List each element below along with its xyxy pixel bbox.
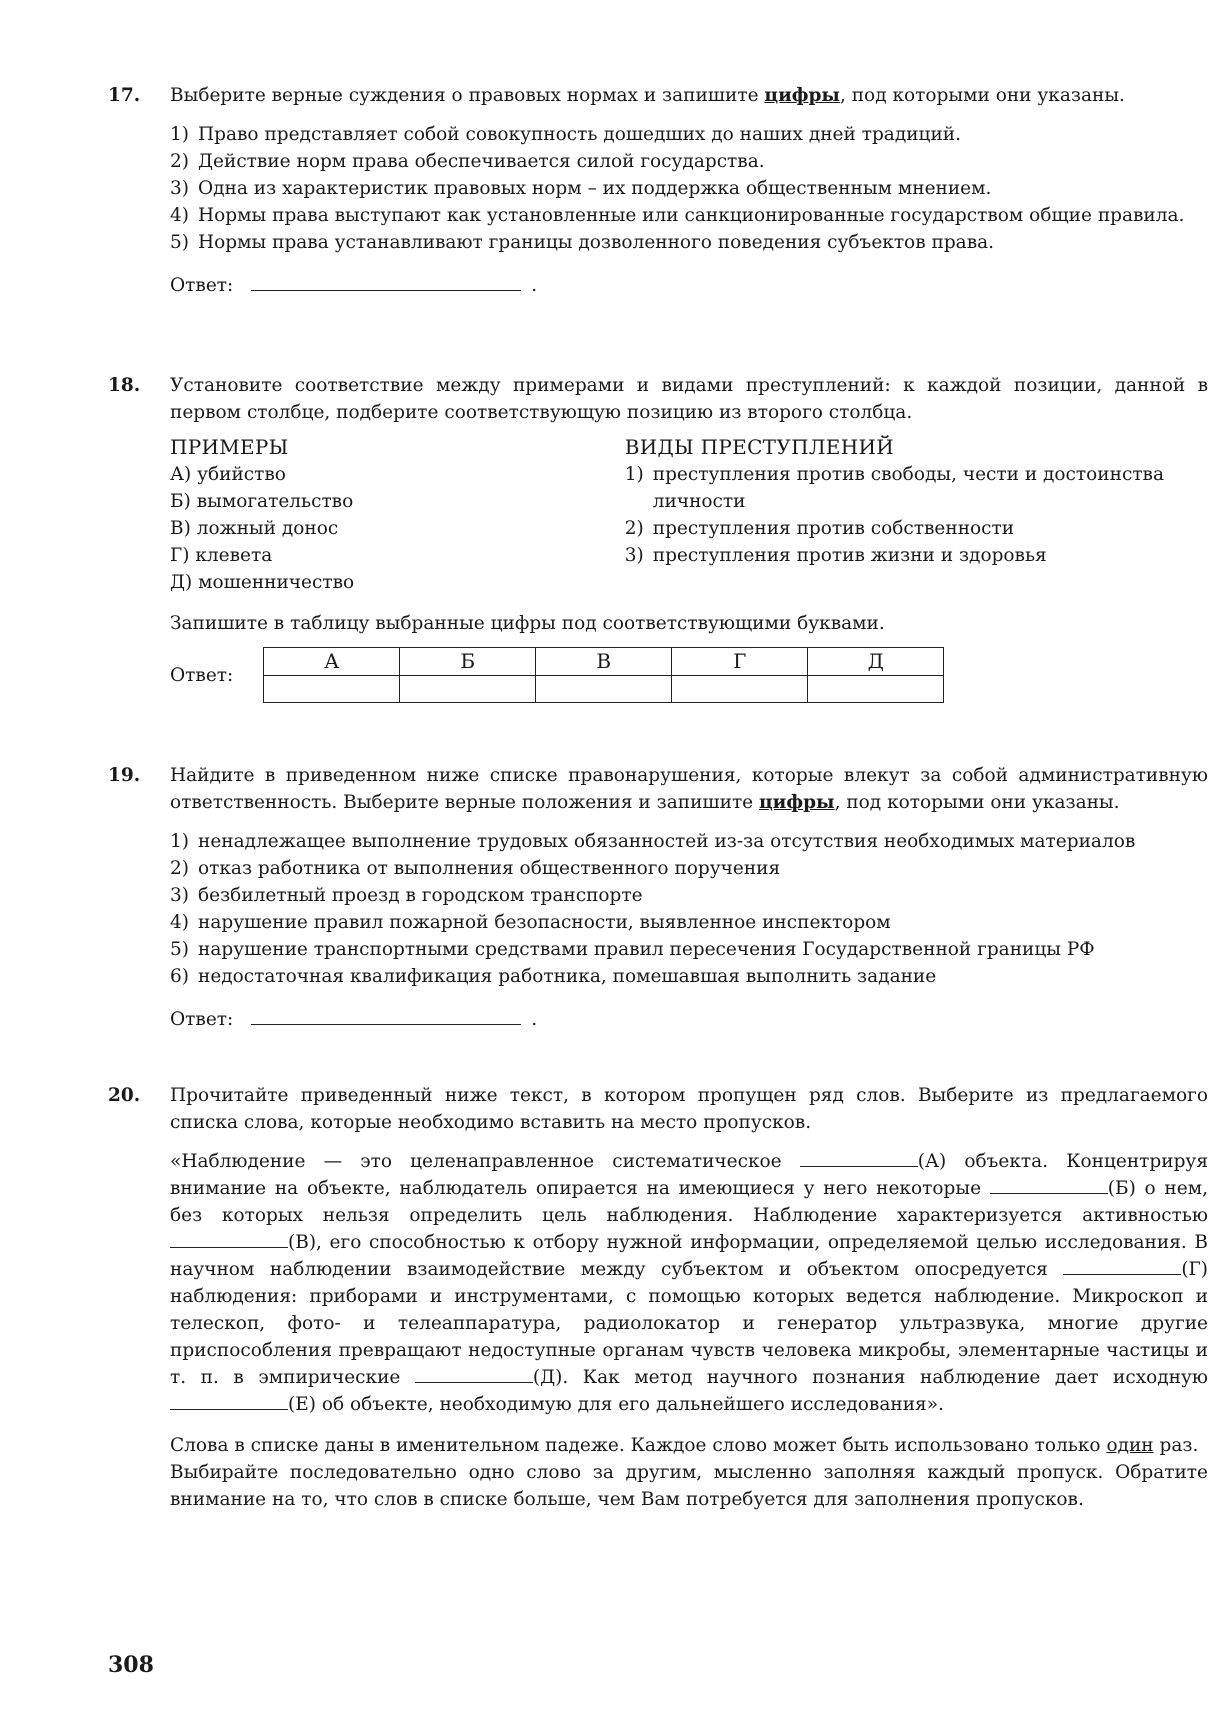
crime-type-item <box>625 461 1208 515</box>
option-item <box>170 202 1208 229</box>
table-header-row <box>264 648 944 676</box>
option-item <box>170 882 1208 909</box>
cloze-fragment: (Д). Как метод научного познания наблюдение дает исходную <box>532 1367 1208 1388</box>
stem-text: , под которыми они указаны. <box>839 85 1125 106</box>
example-item: Б) вымогательство <box>170 491 354 512</box>
example-item: В) ложный донос <box>170 518 339 539</box>
task-19 <box>108 762 1208 1033</box>
table-header-cell: Д <box>808 648 944 676</box>
task-stem <box>170 762 1208 816</box>
table-instruction: Запишите в таблицу выбранные цифры под соответствующими буквами. <box>170 613 885 634</box>
option-item <box>170 936 1208 963</box>
option-number: 2) <box>170 151 189 172</box>
cloze-text <box>170 1148 1208 1418</box>
stem-emphasis: цифры <box>759 792 835 813</box>
option-text: преступления против свободы, чести и достоинства личности <box>652 464 1164 512</box>
task-number: 18. <box>108 375 141 396</box>
option-item <box>170 963 1208 990</box>
option-number: 4) <box>170 912 189 933</box>
table-header-cell: Б <box>400 648 536 676</box>
option-text: недостаточная квалификация работника, помешавшая выполнить задание <box>198 966 937 987</box>
option-item <box>170 828 1208 855</box>
note-emphasis: один <box>1106 1435 1154 1456</box>
option-number: 3) <box>170 178 189 199</box>
option-text: безбилетный проезд в городском транспорте <box>198 885 643 906</box>
option-text: Право представляет собой совокупность дошедших до наших дней традиций. <box>198 124 961 145</box>
option-item <box>170 148 1208 175</box>
option-text: нарушение транспортными средствами правил пересечения Государственной границы РФ <box>198 939 1095 960</box>
option-text: нарушение правил пожарной безопасности, выявленное инспектором <box>198 912 891 933</box>
answer-cell[interactable] <box>400 676 536 703</box>
option-text: преступления против собственности <box>652 518 1015 539</box>
answer-field[interactable] <box>251 1004 521 1025</box>
option-text: Нормы права выступают как установленные или санкционированные государством общие правила. <box>198 205 1185 226</box>
answer-dot: . <box>531 1009 538 1030</box>
cloze-fragment: (А) объекта. Концентрируя внимание на объекте, наблюдатель опирается на имеющиеся у него некоторые <box>170 1151 1208 1199</box>
option-text: преступления против жизни и здоровья <box>652 545 1047 566</box>
note-text: Слова в списке даны в именительном падеже. Каждое слово может быть использовано только <box>170 1435 1107 1456</box>
crime-types-column <box>625 434 1208 596</box>
option-number: 2) <box>170 858 189 879</box>
table-answer-row <box>264 676 944 703</box>
option-text: Действие норм права обеспечивается силой государства. <box>198 151 765 172</box>
cloze-fragment: (В), его способностью к отбору нужной информации, определяемой целью исследования. В научном наблюдении взаимодействие между субъектом и объектом опосредуется <box>170 1232 1208 1280</box>
task-stem <box>170 82 1208 109</box>
option-number: 5) <box>170 232 189 253</box>
option-text: отказ работника от выполнения общественного поручения <box>198 858 781 879</box>
table-header-cell: Г <box>672 648 808 676</box>
option-item <box>170 229 1208 256</box>
task-17 <box>108 82 1208 299</box>
option-number: 1) <box>624 464 644 485</box>
cloze-fragment: «Наблюдение — это целенаправленное систематическое <box>170 1151 800 1172</box>
option-list <box>170 121 1208 256</box>
example-item: Д) мошенничество <box>170 572 355 593</box>
examples-column <box>170 434 625 596</box>
task-stem: Установите соответствие между примерами и видами преступлений: к каждой позиции, данной в первом столбце, подберите соответствующую позицию из второго столбца. <box>170 375 1208 423</box>
answer-table-row <box>170 647 1208 703</box>
option-item <box>170 121 1208 148</box>
option-number: 3) <box>170 885 189 906</box>
task-stem: Прочитайте приведенный ниже текст, в котором пропущен ряд слов. Выберите из предлагаемого списка слова, которые необходимо вставить на место пропусков. <box>170 1085 1208 1133</box>
answer-dot: . <box>531 275 538 296</box>
cloze-fragment: (Е) об объекте, необходимую для его дальнейшего исследования». <box>288 1394 944 1415</box>
answer-cell[interactable] <box>808 676 944 703</box>
gap-a[interactable] <box>800 1148 918 1167</box>
stem-emphasis: цифры <box>764 85 840 106</box>
cloze-fragment: (Г) наблюдения: приборами и инструментами, с помощью которых ведется наблюдение. Микроскоп и телескоп, фото- и телеаппаратура, радиолокатор и генератор ультразвука, многие другие приспособления превращают недоступные органам чувств человека микробы, элементарные частицы и т. п. в эмпирические <box>170 1259 1208 1388</box>
gap-b[interactable] <box>990 1175 1108 1194</box>
instruction-note: Выбирайте последовательно одно слово за другим, мысленно заполняя каждый пропуск. Обратите внимание на то, что слов в списке больше, чем Вам потребуется для заполнения пропусков. <box>170 1462 1208 1510</box>
answer-label: Ответ: <box>170 275 234 296</box>
option-number: 1) <box>170 831 189 852</box>
option-number: 5) <box>170 939 189 960</box>
answer-label: Ответ: <box>170 664 234 686</box>
option-number: 4) <box>170 205 189 226</box>
option-number: 2) <box>624 518 644 539</box>
note-text: раз. <box>1153 1435 1199 1456</box>
cloze-fragment: (Б) о нем, без которых нельзя определить цель наблюдения. Наблюдение характеризуется активностью <box>170 1178 1208 1226</box>
option-list <box>170 828 1208 990</box>
option-number: 6) <box>170 966 189 987</box>
page-number: 308 <box>108 1652 154 1678</box>
matching-columns <box>170 434 1208 596</box>
stem-text: , под которыми они указаны. <box>834 792 1120 813</box>
option-item <box>170 175 1208 202</box>
table-header-cell: А <box>264 648 400 676</box>
answer-table <box>263 647 944 703</box>
option-item <box>170 909 1208 936</box>
gap-d[interactable] <box>1063 1256 1181 1275</box>
answer-cell[interactable] <box>264 676 400 703</box>
answer-row <box>170 270 1208 299</box>
example-item: Г) клевета <box>170 545 273 566</box>
stem-text: Найдите в приведенном ниже списке правонарушения, которые влекут за собой административную ответственность. Выберите верные положения и запишите <box>170 765 1208 813</box>
option-number: 3) <box>624 545 644 566</box>
option-text: Одна из характеристик правовых норм – их поддержка общественным мнением. <box>198 178 992 199</box>
task-18 <box>108 372 1208 703</box>
option-item <box>170 855 1208 882</box>
task-number: 19. <box>108 765 141 786</box>
answer-cell[interactable] <box>672 676 808 703</box>
answer-cell[interactable] <box>536 676 672 703</box>
example-item: А) убийство <box>170 464 286 485</box>
answer-label: Ответ: <box>170 1009 234 1030</box>
gap-c[interactable] <box>170 1229 288 1248</box>
task-number: 17. <box>108 85 141 106</box>
option-number: 1) <box>170 124 189 145</box>
task-20 <box>108 1082 1208 1513</box>
table-header-cell: В <box>536 648 672 676</box>
option-text: Нормы права устанавливают границы дозволенного поведения субъектов права. <box>198 232 995 253</box>
crime-type-item <box>625 542 1208 569</box>
answer-row <box>170 1004 1208 1033</box>
instruction-note <box>170 1432 1208 1459</box>
stem-text: Выберите верные суждения о правовых нормах и запишите <box>170 85 765 106</box>
gap-f[interactable] <box>170 1391 288 1410</box>
crime-type-item <box>625 515 1208 542</box>
answer-field[interactable] <box>251 270 521 291</box>
crime-types-heading: ВИДЫ ПРЕСТУПЛЕНИЙ <box>624 435 894 459</box>
task-number: 20. <box>108 1085 141 1106</box>
gap-e[interactable] <box>415 1364 533 1383</box>
examples-heading: ПРИМЕРЫ <box>170 435 289 459</box>
option-text: ненадлежащее выполнение трудовых обязанностей из-за отсутствия необходимых материалов <box>198 831 1136 852</box>
